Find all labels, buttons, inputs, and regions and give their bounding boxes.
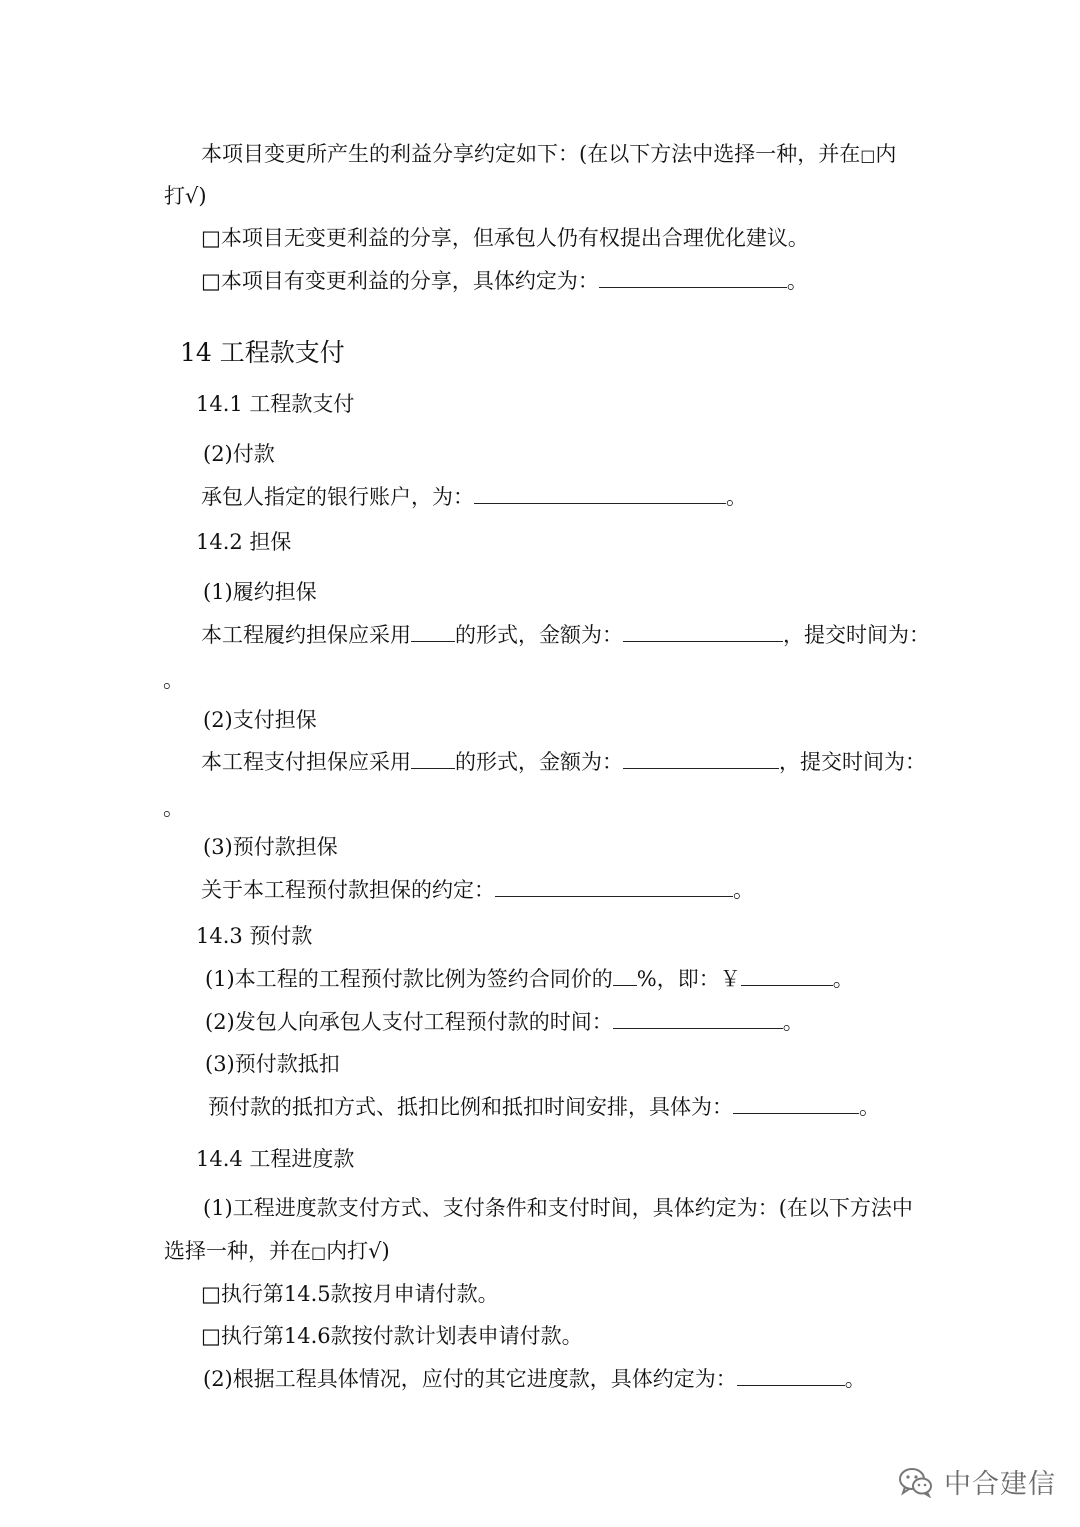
period: 。: [163, 668, 184, 692]
payment-guarantee-line: [201, 748, 926, 776]
advance-time-label: (2)发包人向承包人支付工程预付款的时间：: [205, 1010, 613, 1034]
option-monthly-payment: □执行第14.5款按月申请付款。: [201, 1282, 499, 1306]
checkbox-glyph: □: [311, 1243, 327, 1262]
heading-14-2: 14.2 担保: [196, 530, 292, 554]
pay-label-c: ，提交时间为：: [779, 750, 926, 774]
other-progress-label: (2)根据工程具体情况，应付的其它进度款，具体约定为：: [203, 1367, 737, 1391]
period: 。: [782, 1010, 804, 1034]
advance-ratio-label: (1)本工程的工程预付款比例为签约合同价的: [205, 967, 613, 991]
option-schedule-payment: □执行第14.6款按付款计划表申请付款。: [201, 1324, 583, 1348]
advance-time-line: [205, 1008, 804, 1036]
item-performance-guarantee: (1)履约担保: [203, 580, 317, 604]
progress-payment-intro-line2: [164, 1237, 390, 1267]
option-with-sharing: [201, 267, 808, 295]
advance-deduction-item: (3)预付款抵扣: [205, 1052, 340, 1076]
perf-form-blank[interactable]: [411, 621, 455, 642]
advance-ratio-line: [205, 965, 854, 993]
watermark: [898, 1462, 1056, 1501]
advance-percent-blank[interactable]: [613, 965, 637, 986]
period: 。: [786, 269, 808, 293]
period: 。: [163, 796, 184, 820]
wechat-icon: [898, 1466, 934, 1498]
benefit-sharing-intro: [201, 140, 896, 170]
heading-14-3: 14.3 预付款: [196, 924, 313, 948]
perf-label-c: ，提交时间为：: [783, 623, 930, 647]
item-payment-guarantee: (2)支付担保: [203, 708, 317, 732]
pay-label-b: 的形式，金额为：: [455, 750, 623, 774]
period: 。: [832, 967, 854, 991]
advance-amount-blank[interactable]: [741, 965, 833, 986]
period: 。: [844, 1367, 866, 1391]
pay-form-blank[interactable]: [411, 748, 455, 769]
advance-guarantee-line: [201, 876, 754, 904]
bank-account-line: [201, 483, 747, 511]
adv-label: 关于本工程预付款担保的约定：: [201, 878, 495, 902]
perf-label-b: 的形式，金额为：: [455, 623, 623, 647]
option-with-sharing-label: □本项目有变更利益的分享，具体约定为：: [201, 269, 599, 293]
advance-amount-label: %，即：￥: [636, 967, 741, 991]
other-progress-blank[interactable]: [737, 1365, 845, 1386]
option-no-sharing: □本项目无变更利益的分享，但承包人仍有权提出合理优化建议。: [201, 226, 809, 250]
benefit-sharing-intro-line2: 打√): [164, 184, 207, 208]
progress-payment-intro: (1)工程进度款支付方式、支付条件和支付时间，具体约定为：(在以下方法中: [203, 1196, 913, 1220]
intro-line2-a: 选择一种，并在: [164, 1239, 311, 1263]
perf-amount-blank[interactable]: [623, 621, 783, 642]
item-payment: (2)付款: [203, 442, 275, 466]
blank-field[interactable]: [599, 267, 787, 288]
bank-account-blank[interactable]: [474, 483, 726, 504]
intro-line2-b: 内打√): [326, 1239, 390, 1263]
section-title: 14 工程款支付: [180, 338, 345, 367]
checkbox-glyph: □: [860, 146, 876, 165]
perf-label-a: 本工程履约担保应采用: [201, 623, 411, 647]
advance-deduction-label: 预付款的抵扣方式、抵扣比例和抵扣时间安排，具体为：: [208, 1095, 733, 1119]
pay-label-a: 本工程支付担保应采用: [201, 750, 411, 774]
intro-text-a: 本项目变更所产生的利益分享约定如下：(在以下方法中选择一种，并在: [201, 142, 861, 166]
adv-guarantee-blank[interactable]: [495, 876, 733, 897]
period: 。: [726, 485, 747, 509]
performance-guarantee-line: [201, 621, 930, 649]
intro-text-b: 内: [875, 142, 897, 166]
watermark-text: 中合建信: [944, 1469, 1056, 1500]
advance-deduction-line: [208, 1093, 880, 1121]
item-advance-guarantee: (3)预付款担保: [203, 835, 338, 859]
bank-account-label: 承包人指定的银行账户，为：: [201, 485, 474, 509]
period: 。: [733, 878, 754, 902]
pay-amount-blank[interactable]: [623, 748, 779, 769]
advance-time-blank[interactable]: [613, 1008, 783, 1029]
other-progress-line: [203, 1365, 866, 1393]
advance-deduction-blank[interactable]: [733, 1093, 859, 1114]
heading-14-4: 14.4 工程进度款: [196, 1147, 355, 1171]
period: 。: [859, 1095, 880, 1119]
heading-14-1: 14.1 工程款支付: [196, 392, 355, 416]
